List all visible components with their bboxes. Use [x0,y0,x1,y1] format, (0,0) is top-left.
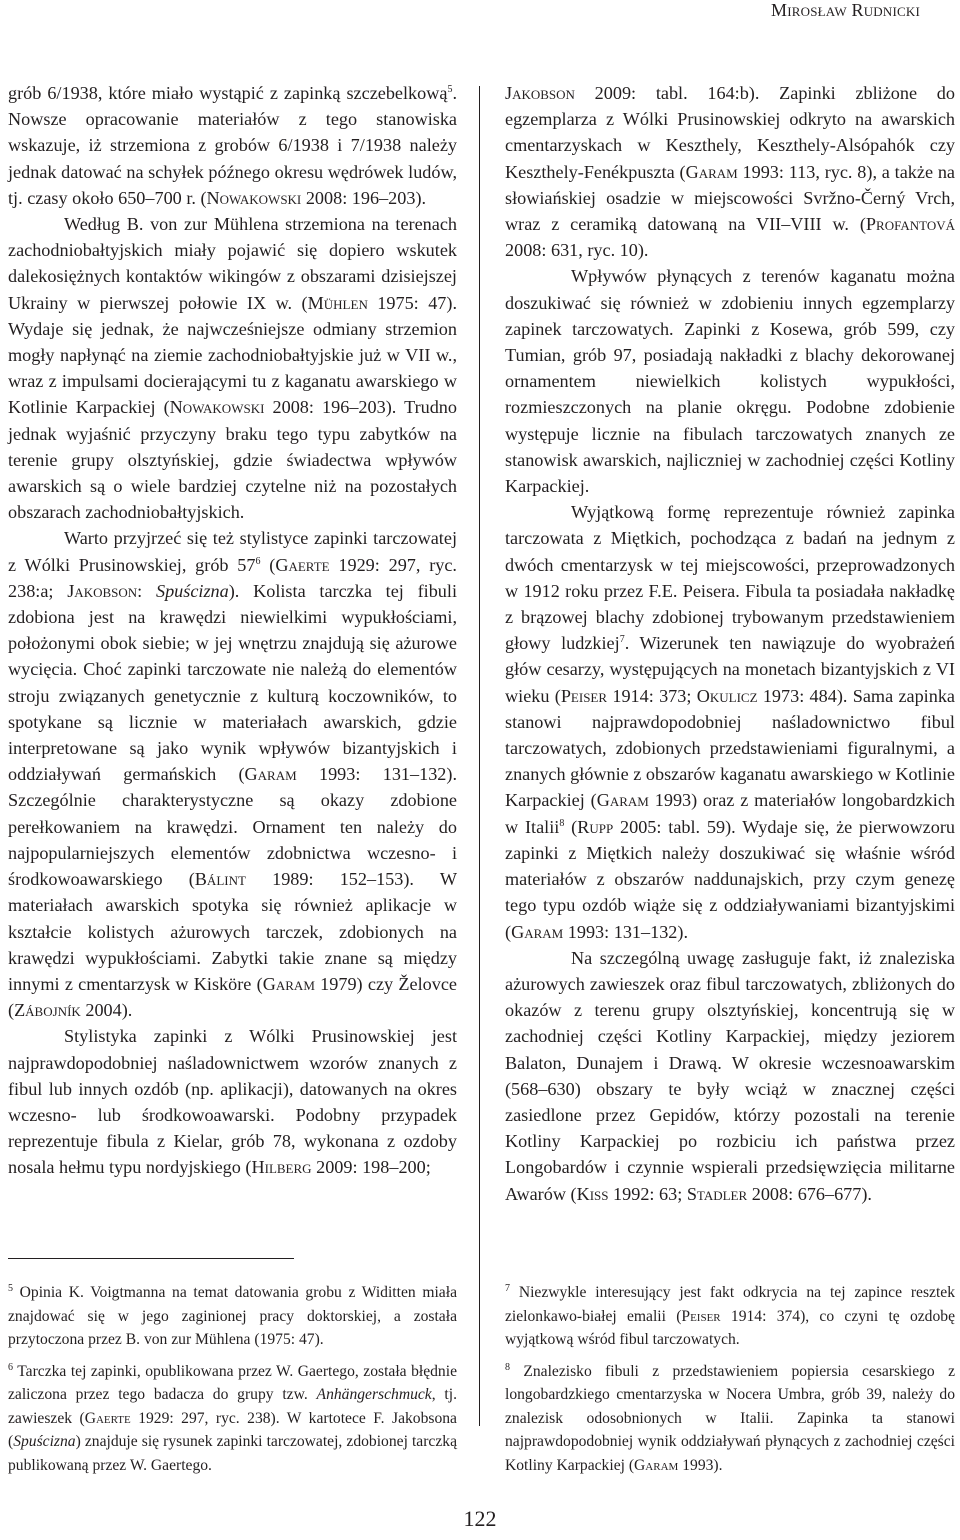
footnote: $^6$ Tarczka tej zapinki, opublikowana przez W. Gaertego, została błędnie zaliczona przez tego badacza do grupy tzw. Anhängerschmuck, tj. zawieszek (Gaerte 1929: 297, ryc. 238). W kartotece F. Jakobsona (Spuścizna) znajduje się rysunek zapinki tarczowatej, zdobionej tarczką publikowaną przez W. Gaertego. [8,1361,457,1474]
page-number: 122 [463,1506,497,1531]
footnote-rule [8,1258,294,1259]
footnote: $^7$ Niezwykle interesujący jest fakt odkrycia na tej zapince resztek zielonkawo-białej emalii (Peiser 1914: 374), co czyni tę ozdobę wyjątkową wśród fibul tarczowatych. [505,1282,955,1348]
right-text-column [505,80,955,1207]
paragraph: Wpływów płynących z terenów kaganatu można doszukiwać się również w zdobieniu innych egzemplarzy zapinek tarczowatych. Zapinki z Kosewa, grób 599, czy Tumian, grób 97, posiadają nakładki z blachy dekorowanej ornamentem niewielkich kolistych wypukłości, rozmieszczonych na planie okręgu. Podobne zdobienie występuje licznie na fibulach tarczowatych znanych ze stanowisk awarskich, najliczniej w zachodniej części Kotliny Karpackiej. [505,266,955,497]
paragraph: grób 6/1938, które miało wystąpić z zapinką szczebelkową$^5$. Nowsze opracowanie materiałów z tego stanowiska wskazuje, iż strzemiona z grobów 6/1938 i 7/1938 należy jednak datować na schyłek późnego okresu wędrówek ludów, tj. czasy około 650–700 r. (Nowakowski 2008: 196–203). [8,83,457,208]
paragraph: Stylistyka zapinki z Wólki Prusinowskiej jest najprawdopodobniej naśladownictwem wzorów znanych z fibul lub innych ozdób (np. aplikacji), datowanych na okres wczesno- lub środkowoawarski. Podobny przypadek reprezentuje fibula z Kielar, grób 78, wykonana z ozdoby nosala hełmu typu nordyjskiego (Hilberg 2009: 198–200; [8,1026,457,1178]
left-text-column [8,80,457,1181]
paragraph: Jakobson 2009: tabl. 164:b). Zapinki zbliżone do egzemplarza z Wólki Prusinowskiej odkryto na awarskich cmentarzyskach w Keszthely, Keszthely-Alsópahók czy Keszthely-Fenékpuszta (Garam 1993: 113, ryc. 8), a także na słowiańskiej osadzie w miejscowości Svržno-Černý Vrch, wraz z ceramiką datowaną na VII–VIII w. (Profantová 2008: 631, ryc. 10). [505,83,956,261]
footnotes-left [8,1281,457,1485]
footnote: $^5$ Opinia K. Voigtmanna na temat datowania grobu z Widitten miała znajdować się w jego zaginionej pracy doktorskiej, a została przytoczona przez B. von zur Mühlena (1975: 47). [8,1282,457,1348]
footnote: $^8$ Znalezisko fibuli z przedstawieniem popiersia cesarskiego z longobardzkiego cmentarzyska w Nocera Umbra, grób 39, należy do znalezisk odosobnionych w Italii. Zapinka ta stanowi najprawdopodobniej wynik oddziaływań płynących z zachodniej części Kotliny Karpackiej (Garam 1993). [505,1361,955,1474]
paragraph: Na szczególną uwagę zasługuje fakt, iż znaleziska ażurowych zawieszek oraz fibul tarczowatych, zbliżonych do okazów z terenu grupy olsztyńskiej, koncentrują się w zachodniej części Kotliny Karpackiej, między jeziorem Balaton, Dunajem i Drawą. W okresie wczesnoawarskim (568–630) obszary te były wciąż w znacznej części zasiedlone przez Gepidów, którzy pozostali na terenie Kotliny Karpackiej po rozbiciu ich państwa przez Longobardów i czynnie wspierali przedsięwzięcia militarne Awarów (Kiss 1992: 63; Stadler 2008: 676–677). [505,947,955,1204]
paragraph: Wyjątkową formę reprezentuje również zapinka tarczowata z Miętkich, pochodząca z badań na jednym z dwóch cmentarzysk w tej miejscowości, przeprowadzonych w 1912 roku przez F.E. Peisera. Fibula ta posiadała nakładkę z brązowej blachy zdobionej trybowanym przedstawieniem głowy ludzkiej$^7$. Wizerunek ten nawiązuje do wyobrażeń głów cesarzy, występujących na monetach bizantyjskich z VI wieku (Peiser 1914: 373; Okulicz 1973: 484). Sama zapinka stanowi najprawdopodobniej naśladownictwo fibul tarczowatych, zdobionych przedstawieniami figuralnymi, a znanych głównie z obszarów kaganatu awarskiego w Kotlinie Karpackiej (Garam 1993) oraz z materiałów longobardzkich w Italii$^8$ (Rupp 2005: tabl. 59). Wydaje się, że pierwowzoru zapinki z Miętkich należy doszukiwać się właśnie wśród materiałów z obszarów naddunajskich, przy czym genezę tego typu ozdób wiąże się z oddziaływaniami bizantyjskimi (Garam 1993: 131–132). [505,502,955,942]
running-header: Mirosław Rudnicki [771,0,920,20]
column-divider [479,86,480,1426]
paragraph: Warto przyjrzeć się też stylistyce zapinki tarczowatej z Wólki Prusinowskiej, grób $57^6$ (Gaerte 1929: 297, ryc. 238:a; Jakobson: Spuścizna). Kolista tarczka tej fibuli zdobiona jest na krawędzi niewielkimi wypukłościami, położonymi obok siebie; w jej wnętrzu znajdują się ażurowe wycięcia. Choć zapinki tarczowate nie należą do elementów stroju związanych genetycznie z kulturą koczowników, to spotykane są licznie w materiałach awarskich, gdzie interpretowane są jako wynik wpływów bizantyjskich i oddziaływań germańskich (Garam 1993: 131–132). Szczególnie charakterystyczne są okazy zdobione perełkowaniem na krawędzi. Ornament ten należy do najpopularniejszych elementów zdobnictwa wczesno- i środkowoawarskiego (Bálint 1989: 152–153). W materiałach awarskich spotyka się również aplikacje w kształcie kolistych ażurowych tarczek, zdobionych na krawędzi wypukłościami. Zabytki takie znane są między innymi z cmentarzysk w Kisköre (Garam 1979) czy Želovce (Zábojník 2004). [8,528,458,1021]
footnotes-right [505,1281,955,1485]
paragraph: Według B. von zur Mühlena strzemiona na terenach zachodniobałtyjskich miały pojawić się dopiero wskutek dalekosiężnych kontaktów wikingów z obszarami dzisiejszej Ukrainy w pierwszej połowie IX w. (Mühlen 1975: 47). Wydaje się jednak, że najwcześniejsze odmiany strzemion mogły napłynąć na ziemie zachodniobałtyjskie już w VII w., wraz z impulsami docierającymi tu z kaganatu awarskiego w Kotlinie Karpackiej (Nowakowski 2008: 196–203). Trudno jednak wyjaśnić przyczyny braku tego typu zabytków na terenie grupy olsztyńskiej, gdzie świadectwa wpływów awarskich są o wiele bardziej czytelne niż na pozostałych obszarach zachodniobałtyjskich. [8,214,457,523]
